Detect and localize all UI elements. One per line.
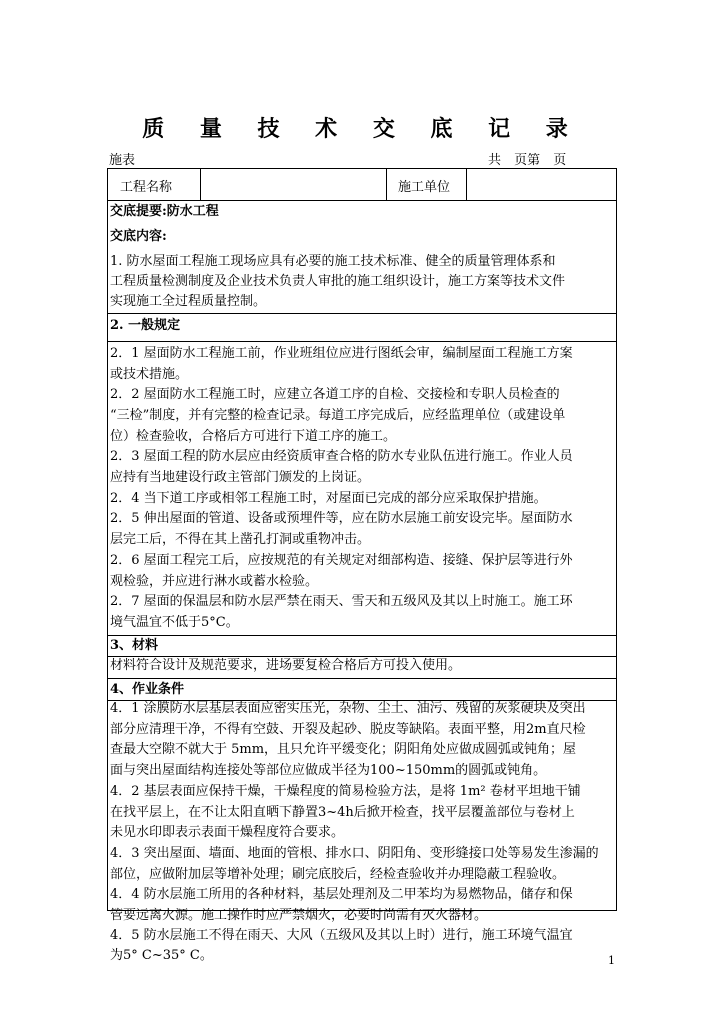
section-heading: 2. 一般规定 bbox=[110, 318, 181, 333]
content-line: 4．3 突出屋面、墙面、地面的管根、排水口、阴阳角、变形缝接口处等易发生渗漏的 bbox=[110, 846, 599, 861]
project-info-row bbox=[108, 169, 616, 201]
content-line: 2．6 屋面工程完工后，应按规范的有关规定对细部构造、接缝、保护层等进行外 bbox=[110, 553, 573, 568]
row-divider bbox=[108, 635, 616, 636]
summary: 交底提要:防水工程 bbox=[110, 204, 219, 219]
content-line: 观检验，并应进行淋水或蓄水检验。 bbox=[110, 574, 319, 589]
page-info: 共 页第 页 bbox=[488, 153, 567, 168]
row-divider bbox=[108, 341, 616, 342]
content-line: 或技术措施。 bbox=[110, 367, 189, 382]
content-line: 2．5 伸出屋面的管道、设备或预埋件等，应在防水层施工前安设完毕。屋面防水 bbox=[110, 511, 573, 526]
content-label: 交底内容: bbox=[110, 229, 167, 244]
construction-unit-label: 施工单位 bbox=[398, 180, 451, 195]
content-line: 2．2 屋面防水工程施工时，应建立各道工序的自检、交接检和专职人员检查的 bbox=[110, 387, 560, 402]
content-line: 未见水印即表示表面干燥程度符合要求。 bbox=[110, 825, 345, 840]
content-line: 2．7 屋面的保温层和防水层严禁在雨天、雪天和五级风及其以上时施工。施工环 bbox=[110, 594, 573, 609]
project-name-label: 工程名称 bbox=[120, 180, 173, 195]
content-line: 位）检查验收，合格后方可进行下道工序的施工。 bbox=[110, 429, 397, 444]
row-divider bbox=[108, 678, 616, 679]
form-code: 施表 bbox=[109, 153, 136, 168]
content-line: 实现施工全过程质量控制。 bbox=[110, 294, 267, 309]
content-line: 查最大空隙不就大于 5mm，且只允许平缓变化；阴阳角处应做成圆弧或钝角；屋 bbox=[110, 742, 577, 757]
divider bbox=[466, 169, 467, 200]
content-line: 4．1 涂膜防水层基层表面应密实压光，杂物、尘土、油污、残留的灰浆硬块及突出 bbox=[110, 701, 586, 716]
content-line: 部位，应做附加层等增补处理；刷完底胶后，经检查验收并办理隐蔽工程验收。 bbox=[110, 867, 566, 882]
content-line: 2．3 屋面工程的防水层应由经资质审查合格的防水专业队伍进行施工。作业人员 bbox=[110, 449, 573, 464]
content-line: 1. 防水屋面工程施工现场应具有必要的施工技术标准、健全的质量管理体系和 bbox=[110, 254, 556, 269]
content-line: 境气温宜不低于5°C。 bbox=[110, 615, 239, 630]
content-line: 层完工后，不得在其上凿孔打洞或重物冲击。 bbox=[110, 532, 371, 547]
record-table bbox=[107, 168, 617, 963]
divider bbox=[386, 169, 387, 200]
content-line: 材料符合设计及规范要求，进场要复检合格后方可投入使用。 bbox=[110, 658, 462, 673]
divider bbox=[200, 169, 201, 200]
content-line: 为5° C~35° C。 bbox=[110, 948, 213, 963]
content-line: 应持有当地建设行政主管部门颁发的上岗证。 bbox=[110, 470, 371, 485]
content-line: 2．1 屋面防水工程施工前，作业班组位应进行图纸会审，编制屋面工程施工方案 bbox=[110, 346, 573, 361]
page-number: 1 bbox=[608, 954, 615, 967]
document-title: 质 量 技 术 交 底 记 录 bbox=[142, 116, 582, 142]
row-divider bbox=[108, 313, 616, 314]
content-line: 4．2 基层表面应保持干燥，干燥程度的简易检验方法，是将 1m² 卷材平坦地干铺 bbox=[110, 784, 581, 799]
content-line: 在找平层上，在不让太阳直晒下静置3~4h后掀开检查，找平层覆盖部位与卷材上 bbox=[110, 805, 575, 820]
content-line: 管要远离火源。施工操作时应严禁烟火，必要时尚需有灭火器材。 bbox=[110, 908, 488, 923]
content-line: 工程质量检测制度及企业技术负责人审批的施工组织设计，施工方案等技术文件 bbox=[110, 274, 566, 289]
row-divider bbox=[108, 656, 616, 657]
content-line: 2．4 当下道工序或相邻工程施工时，对屋面已完成的部分应采取保护措施。 bbox=[110, 491, 547, 506]
content-line: 面与突出屋面结构连接处等部位应做成半径为100~150mm的圆弧或钝角。 bbox=[110, 763, 547, 778]
content-line: 部分应清理干净，不得有空鼓、开裂及起砂、脱皮等缺陷。表面平整，用2m直尺检 bbox=[110, 722, 586, 737]
content-line: “三检”制度，并有完整的检查记录。每道工序完成后，应经监理单位（或建设单 bbox=[110, 408, 566, 423]
section-heading: 4、作业条件 bbox=[110, 682, 185, 697]
section-heading: 3、材料 bbox=[110, 638, 159, 653]
content-line: 4．5 防水层施工不得在雨天、大风（五级风及其以上时）进行，施工环境气温宜 bbox=[110, 928, 573, 943]
content-line: 4．4 防水层施工所用的各种材料，基层处理剂及二甲苯均为易燃物品，储存和保 bbox=[110, 887, 573, 902]
